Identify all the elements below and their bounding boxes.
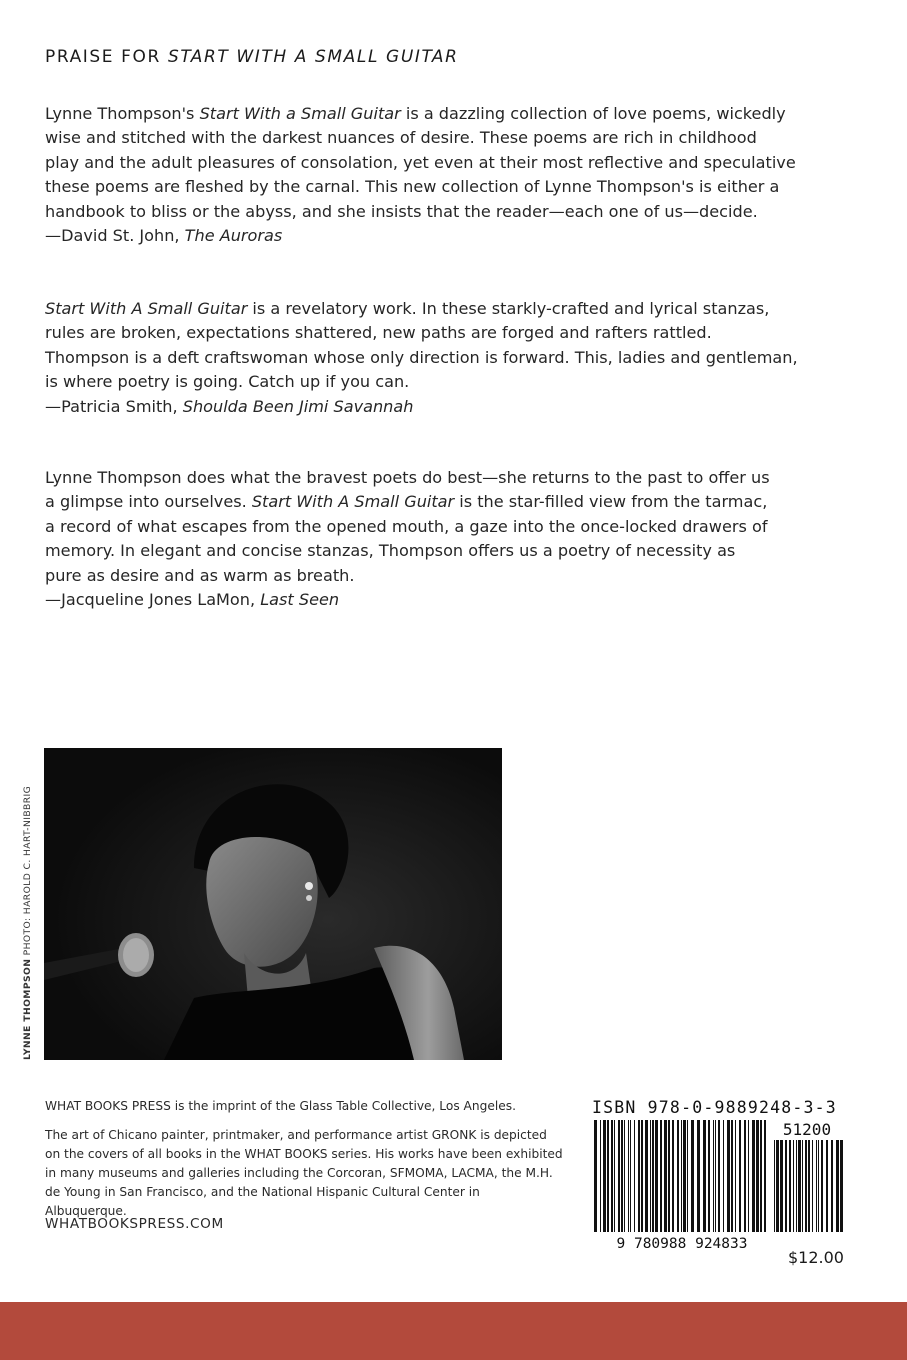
review-line [45, 321, 835, 345]
review-text: a glimpse into ourselves. [45, 492, 252, 512]
review-text: is a revelatory work. In these starkly-crafted and lyrical stanzas, [247, 299, 770, 318]
review-author-work: The Auroras [184, 226, 283, 246]
review-author: —Patricia Smith, [45, 396, 183, 416]
review-text: a record of what escapes from the opened mouth, a gaze into the once-locked drawers of [45, 516, 768, 536]
photo-credit-photographer: PHOTO: HAROLD C. HART-NIBBRIG [22, 785, 33, 956]
barcode-bar [655, 1120, 658, 1232]
review-line [45, 297, 835, 321]
barcode-bar [840, 1140, 843, 1232]
barcode-bar [660, 1120, 662, 1232]
review-text: play and the adult pleasures of consolation, yet even at their most reflective and speculative [45, 152, 796, 172]
barcode-bar [718, 1120, 720, 1232]
praise-heading-prefix: PRAISE FOR [45, 47, 161, 67]
review-author-work: Shoulda Been Jimi Savannah [182, 396, 414, 416]
review-citation [45, 588, 835, 612]
barcode-bar [798, 1140, 801, 1232]
barcode-ean-digits: 9 780988 924833 [616, 1236, 748, 1250]
imprint-description: The art of Chicano painter, printmaker, and performance artist GRONK is depicted on the covers of all books in the WHAT BOOKS series. His works have been exhibited in many museums and galleries including the Corcoran, SFMOMA, LACMA, the M.H. de Young in San Francisco, and the National Hispanic Cultural Center in Albuquerque. [45, 1128, 563, 1218]
review-2 [45, 297, 835, 419]
review-text: memory. In elegant and concise stanzas, Thompson offers us a poetry of necessity as [45, 541, 736, 561]
review-line [45, 200, 835, 224]
barcode-bar [818, 1140, 819, 1232]
barcode-bar [752, 1120, 755, 1232]
barcode-bar [808, 1140, 810, 1232]
barcode-bar [600, 1120, 601, 1232]
book-title: Start With A Small Guitar [45, 299, 248, 318]
review-line [45, 175, 835, 199]
review-line [45, 539, 835, 563]
barcode-bar [760, 1120, 762, 1232]
barcode-bar [789, 1140, 791, 1232]
barcode-bar [621, 1120, 623, 1232]
barcode-bar [816, 1140, 817, 1232]
photo-credit-name: LYNNE THOMPSON [22, 958, 33, 1060]
barcode-bar [638, 1120, 640, 1232]
review-text: is the star-filled view from the tarmac, [454, 492, 768, 512]
barcode-bar [713, 1120, 714, 1232]
barcode-bar [607, 1120, 609, 1232]
praise-heading-title: START WITH A SMALL GUITAR [167, 47, 459, 67]
barcode-bar [618, 1120, 620, 1232]
barcode-bar [748, 1120, 749, 1232]
review-text: these poems are fleshed by the carnal. This new collection of Lynne Thompson's is either a [45, 177, 780, 197]
book-title: Start With a Small Guitar [199, 104, 401, 123]
barcode-bar [708, 1120, 710, 1232]
review-citation [45, 395, 835, 419]
barcode-bar [727, 1120, 730, 1232]
barcode-bar [793, 1140, 794, 1232]
imprint-line: WHAT BOOKS PRESS is the imprint of the Glass Table Collective, Los Angeles. [45, 1099, 516, 1113]
barcode-bar [645, 1120, 648, 1232]
review-line [45, 466, 835, 490]
barcode-bar [634, 1120, 635, 1232]
barcode-bar [731, 1120, 733, 1232]
barcode-bar [796, 1140, 797, 1232]
review-line [45, 102, 835, 126]
publisher-website: WHATBOOKSPRESS.COM [45, 1216, 224, 1232]
isbn-label: ISBN 978-0-9889248-3-3 [592, 1098, 837, 1117]
barcode-bar [603, 1120, 606, 1232]
barcode-bar [744, 1120, 746, 1232]
barcode-bar [687, 1120, 688, 1232]
barcode-bar [780, 1140, 783, 1232]
review-text: is a dazzling collection of love poems, wickedly [400, 104, 786, 123]
barcode-bar [691, 1120, 694, 1232]
barcode-bar [672, 1120, 674, 1232]
review-1 [45, 102, 835, 248]
review-line [45, 151, 835, 175]
barcode-bar [681, 1120, 682, 1232]
barcode-bar [739, 1120, 741, 1232]
review-text: Lynne Thompson's [45, 104, 200, 123]
barcode [592, 1120, 850, 1250]
barcode-bar [650, 1120, 651, 1232]
barcode-bar [611, 1120, 613, 1232]
review-3 [45, 466, 835, 612]
praise-heading [45, 47, 459, 67]
barcode-bar [624, 1120, 625, 1232]
ean-bars [594, 1120, 766, 1232]
barcode-bar [756, 1120, 759, 1232]
barcode-bar [805, 1140, 807, 1232]
book-title: Start With A Small Guitar [251, 492, 455, 512]
barcode-bar [628, 1120, 629, 1232]
barcode-bar [594, 1120, 597, 1232]
review-author-work: Last Seen [260, 590, 340, 610]
barcode-bar [785, 1140, 787, 1232]
barcode-bar [774, 1140, 775, 1232]
review-line [45, 490, 835, 514]
barcode-bar [821, 1140, 823, 1232]
review-line [45, 515, 835, 539]
barcode-bar [697, 1120, 700, 1232]
barcode-bar [683, 1120, 686, 1232]
barcode-bar [812, 1140, 813, 1232]
review-text: is where poetry is going. Catch up if you can. [45, 372, 410, 392]
barcode-bar [715, 1120, 716, 1232]
review-text: Lynne Thompson does what the bravest poets do best—she returns to the past to offer us [45, 468, 770, 487]
addon-bars [774, 1140, 843, 1232]
barcode-bar [826, 1140, 828, 1232]
barcode-bar [652, 1120, 654, 1232]
review-text: pure as desire and as warm as breath. [45, 565, 355, 585]
barcode-bar [836, 1140, 839, 1232]
barcode-bar [723, 1120, 724, 1232]
review-line [45, 564, 835, 588]
footer-band [0, 1302, 907, 1360]
review-line [45, 346, 835, 370]
barcode-bar [614, 1120, 615, 1232]
photo-credit [22, 786, 33, 1060]
review-text: handbook to bliss or the abyss, and she insists that the reader—each one of us—decide. [45, 201, 758, 221]
barcode-bar [630, 1120, 631, 1232]
barcode-bar [664, 1120, 667, 1232]
review-text: Thompson is a deft craftswoman whose only direction is forward. This, ladies and gentleman, [45, 347, 798, 367]
review-line [45, 126, 835, 150]
review-text: rules are broken, expectations shattered, new paths are forged and rafters rattled. [45, 323, 712, 343]
review-author: —David St. John, [45, 226, 185, 246]
barcode-bar [641, 1120, 643, 1232]
barcode-bar [802, 1140, 803, 1232]
barcode-bar [735, 1120, 736, 1232]
barcode-bar [776, 1140, 779, 1232]
barcode-bar [831, 1140, 833, 1232]
barcode-bar [668, 1120, 670, 1232]
barcode-bar [677, 1120, 679, 1232]
review-author: —Jacqueline Jones LaMon, [45, 590, 261, 610]
review-citation [45, 224, 835, 248]
barcode-addon-digits: 51200 [782, 1120, 832, 1139]
review-text: wise and stitched with the darkest nuances of desire. These poems are rich in childhood [45, 128, 757, 148]
barcode-bar [764, 1120, 766, 1232]
author-photo [44, 748, 502, 1060]
price: $12.00 [788, 1248, 844, 1267]
barcode-bar [703, 1120, 706, 1232]
review-line [45, 370, 835, 394]
